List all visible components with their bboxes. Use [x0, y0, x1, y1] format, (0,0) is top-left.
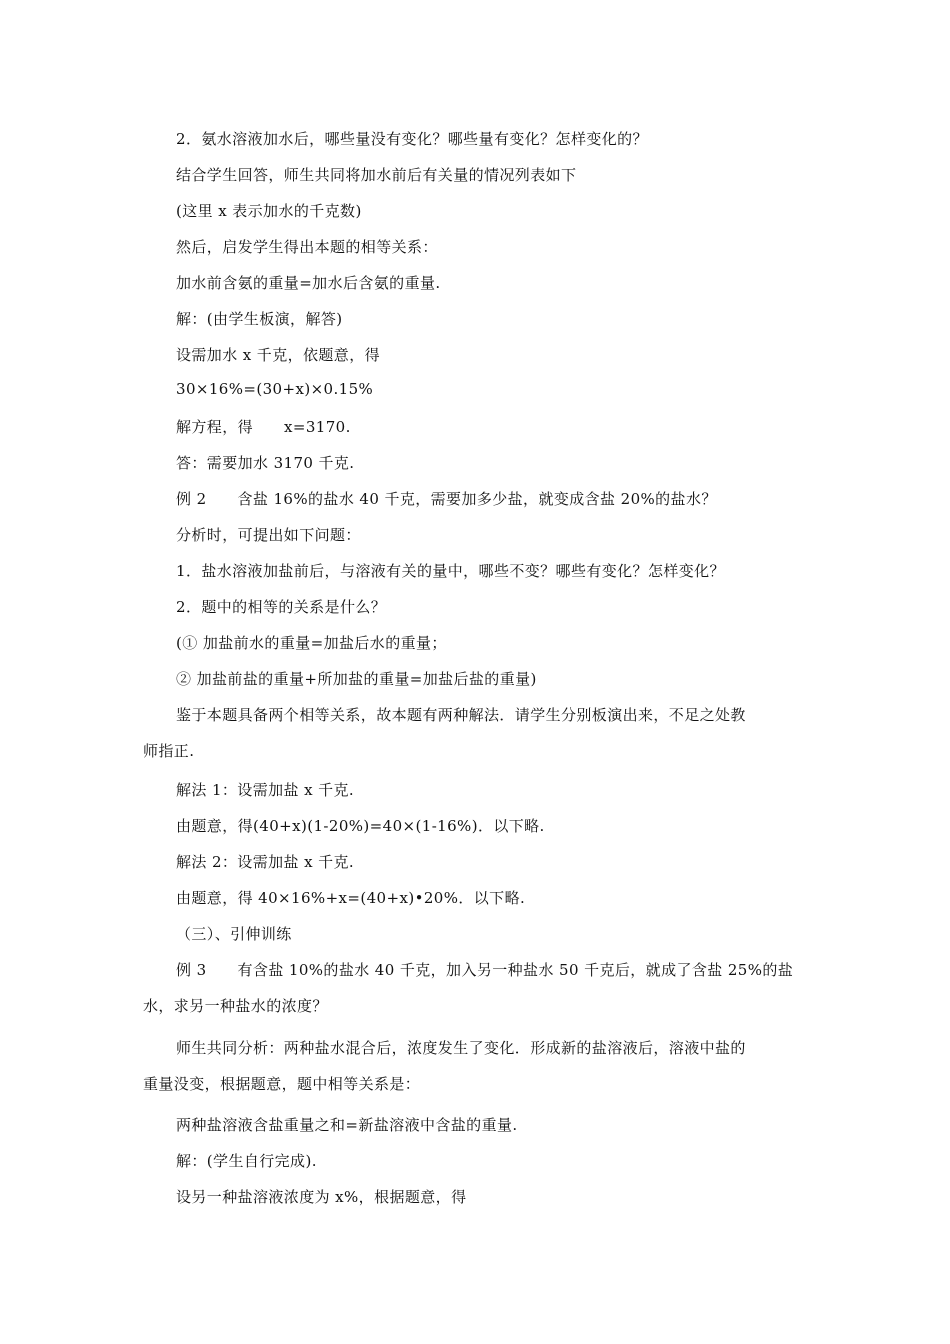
text-line: 分析时，可提出如下问题：	[176, 526, 361, 544]
question-2-line: 2．氨水溶液加水后，哪些量没有变化？哪些量有变化？怎样变化的？	[176, 130, 648, 148]
paragraph-line: 鉴于本题具备两个相等关系，故本题有两种解法．请学生分别板演出来，不足之处教	[176, 706, 746, 724]
text-line: (这里 x 表示加水的千克数)	[176, 202, 362, 220]
answer-line: 答：需要加水 3170 千克.	[176, 454, 355, 472]
method-1-line: 解法 1：设需加盐 x 千克.	[176, 781, 355, 799]
method-2-line: 解法 2：设需加盐 x 千克.	[176, 853, 355, 871]
example-2-line: 例 2 含盐 16%的盐水 40 千克，需要加多少盐，就变成含盐 20%的盐水？	[176, 490, 717, 508]
solution-heading: 解：(学生自行完成).	[176, 1152, 317, 1170]
text-line: 设需加水 x 千克，依题意，得	[176, 346, 380, 364]
relation-2-line: ② 加盐前盐的重量+所加盐的重量=加盐后盐的重量)	[176, 670, 537, 688]
equation-line: 30×16%=(30+x)×0.15%	[176, 380, 374, 398]
section-heading: （三）、引伸训练	[176, 925, 292, 943]
equation-relation-line: 两种盐溶液含盐重量之和=新盐溶液中含盐的重量.	[176, 1116, 518, 1134]
analysis-line: 师生共同分析：两种盐水混合后，浓度发生了变化．形成新的盐溶液后，溶液中盐的	[176, 1039, 746, 1057]
solution-heading: 解：(由学生板演，解答)	[176, 310, 343, 328]
text-line: 然后，启发学生得出本题的相等关系：	[176, 238, 438, 256]
equation-relation-line: 加水前含氨的重量=加水后含氨的重量.	[176, 274, 441, 292]
example-3-line: 例 3 有含盐 10%的盐水 40 千克，加入另一种盐水 50 千克后，就成了含盐 25%的盐	[176, 961, 794, 979]
equation-line: 由题意，得(40+x)(1-20%)=40×(1-16%)．以下略.	[176, 817, 545, 835]
solve-line: 解方程，得 x=3170.	[176, 418, 351, 436]
paragraph-line-continued: 师指正.	[143, 742, 195, 760]
analysis-line-continued: 重量没变，根据题意，题中相等关系是：	[143, 1075, 421, 1093]
equation-line: 由题意，得 40×16%+x=(40+x)•20%．以下略.	[176, 889, 526, 907]
text-line: 设另一种盐溶液浓度为 x%，根据题意，得	[176, 1188, 467, 1206]
question-2-line: 2．题中的相等的关系是什么？	[176, 598, 387, 616]
relation-1-line: (① 加盐前水的重量=加盐后水的重量；	[176, 634, 447, 652]
text-line: 结合学生回答，师生共同将加水前后有关量的情况列表如下	[176, 166, 577, 184]
question-1-line: 1．盐水溶液加盐前后，与溶液有关的量中，哪些不变？哪些有变化？怎样变化？	[176, 562, 725, 580]
example-3-line-continued: 水，求另一种盐水的浓度？	[143, 997, 328, 1015]
